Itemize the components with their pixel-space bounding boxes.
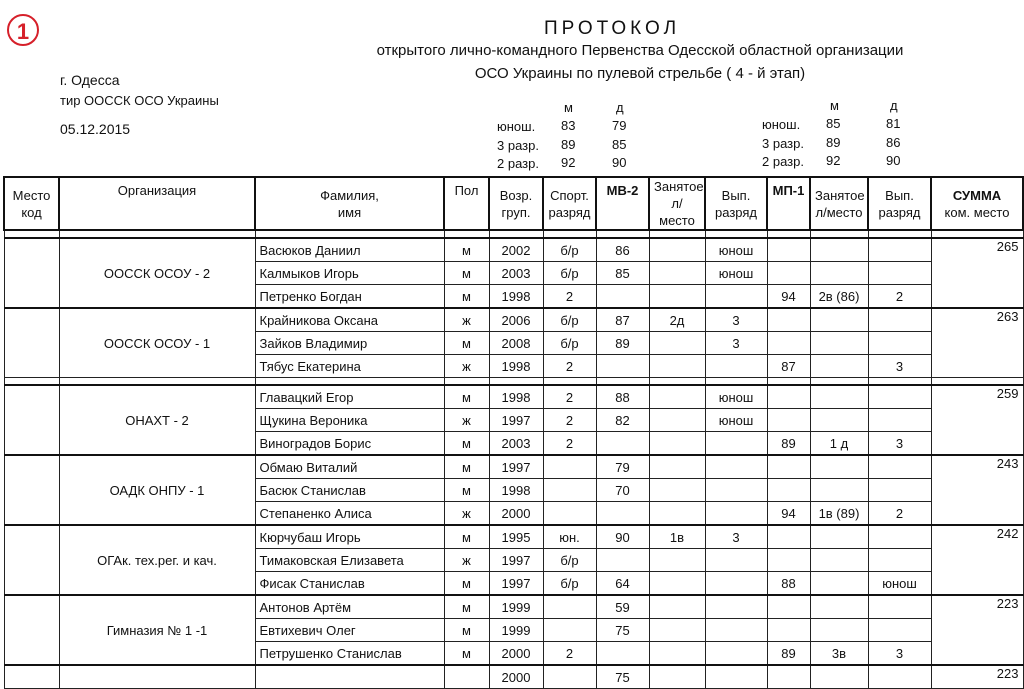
name-cell: Щукина Вероника	[255, 409, 444, 432]
mp1-place-cell	[810, 455, 868, 479]
results-body	[4, 230, 1023, 689]
sex-cell: м	[444, 595, 489, 619]
mv2-score-cell: 75	[596, 619, 649, 642]
mv2-score-cell	[596, 502, 649, 526]
sex-cell: м	[444, 525, 489, 549]
col-name: Фамилия, имя	[255, 177, 444, 230]
col-rank: Спорт. разряд	[543, 177, 596, 230]
sex-cell: м	[444, 479, 489, 502]
norm-value: 79	[612, 118, 627, 133]
col-done-mp1: Вып. разряд	[868, 177, 931, 230]
mv2-rank-cell: 3	[705, 332, 767, 355]
mv2-score-cell	[596, 285, 649, 309]
col-org: Организация	[59, 177, 255, 230]
team-org-cell: ОНАХТ - 2	[59, 385, 255, 455]
col-age: Возр. груп.	[489, 177, 543, 230]
col-done-mv2: Вып. разряд	[705, 177, 767, 230]
col-place-mv2: Занятое л/место	[649, 177, 705, 230]
sport-rank-cell	[543, 502, 596, 526]
team-sum-cell: 259	[931, 385, 1023, 455]
sex-cell: м	[444, 262, 489, 285]
mp1-score-cell	[767, 479, 810, 502]
place-cell	[4, 308, 59, 378]
spacer-cell	[868, 230, 931, 238]
mv2-score-cell: 75	[596, 665, 649, 689]
table-row	[4, 595, 1023, 619]
mp1-place-cell	[810, 262, 868, 285]
mv2-score-cell: 87	[596, 308, 649, 332]
mv2-score-cell: 79	[596, 455, 649, 479]
name-cell: Петренко Богдан	[255, 285, 444, 309]
norm-value: 86	[886, 135, 901, 150]
spacer-cell	[489, 230, 543, 238]
mp1-rank-cell	[868, 409, 931, 432]
sport-rank-cell	[543, 665, 596, 689]
age-group-cell: 2002	[489, 238, 543, 262]
mv2-place-cell	[649, 385, 705, 409]
mp1-score-cell	[767, 595, 810, 619]
mp1-place-cell	[810, 238, 868, 262]
mp1-rank-cell	[868, 549, 931, 572]
mv2-rank-cell	[705, 432, 767, 456]
mp1-score-cell	[767, 332, 810, 355]
mp1-score-cell	[767, 525, 810, 549]
spacer-cell	[543, 378, 596, 386]
norm-value: 90	[886, 153, 901, 168]
place-cell	[4, 385, 59, 455]
sex-cell: ж	[444, 355, 489, 378]
norm-label: 2 разр.	[497, 156, 539, 171]
age-group-cell: 1997	[489, 572, 543, 596]
age-group-cell: 2008	[489, 332, 543, 355]
sport-rank-cell: 2	[543, 355, 596, 378]
age-group-cell: 1999	[489, 595, 543, 619]
mp1-rank-cell	[868, 665, 931, 689]
team-org-cell: ООССК ОСОУ - 2	[59, 238, 255, 308]
spacer-cell	[59, 378, 255, 386]
name-cell: Степаненко Алиса	[255, 502, 444, 526]
norm-value: 81	[886, 116, 901, 131]
norm-value: 90	[612, 155, 627, 170]
place-cell	[4, 455, 59, 525]
mp1-score-cell	[767, 238, 810, 262]
sex-cell: м	[444, 332, 489, 355]
row-spacer	[4, 230, 1023, 238]
table-row	[4, 238, 1023, 262]
table-row	[4, 665, 1023, 689]
col-mv2: МВ-2	[596, 177, 649, 230]
mp1-rank-cell	[868, 332, 931, 355]
spacer-cell	[931, 230, 1023, 238]
place-cell	[4, 665, 59, 689]
norm-col-d: д	[890, 98, 898, 113]
mp1-score-cell: 87	[767, 355, 810, 378]
name-cell: Евтихевич Олег	[255, 619, 444, 642]
mp1-place-cell: 2в (86)	[810, 285, 868, 309]
sex-cell: ж	[444, 502, 489, 526]
spacer-cell	[444, 378, 489, 386]
team-org-cell	[59, 665, 255, 689]
name-cell	[255, 665, 444, 689]
protocol-subtitle-2: ОСО Украины по пулевой стрельбе ( 4 - й этап)	[474, 65, 806, 82]
age-group-cell: 1998	[489, 479, 543, 502]
mv2-rank-cell	[705, 479, 767, 502]
mv2-score-cell: 86	[596, 238, 649, 262]
mp1-place-cell	[810, 479, 868, 502]
name-cell: Тимаковская Елизавета	[255, 549, 444, 572]
norm-col-m: м	[564, 100, 573, 115]
spacer-cell	[255, 378, 444, 386]
place-cell	[4, 595, 59, 665]
norm-value: 85	[612, 137, 627, 152]
sport-rank-cell: б/р	[543, 262, 596, 285]
mv2-rank-cell	[705, 665, 767, 689]
mp1-score-cell: 89	[767, 642, 810, 666]
mv2-rank-cell	[705, 455, 767, 479]
sport-rank-cell: 2	[543, 385, 596, 409]
mp1-score-cell	[767, 262, 810, 285]
mv2-score-cell: 82	[596, 409, 649, 432]
norm-label: 2 разр.	[762, 154, 804, 169]
sport-rank-cell	[543, 479, 596, 502]
age-group-cell: 1999	[489, 619, 543, 642]
sport-rank-cell: б/р	[543, 238, 596, 262]
spacer-cell	[705, 230, 767, 238]
mv2-place-cell	[649, 332, 705, 355]
norm-col-d: д	[616, 100, 624, 115]
age-group-cell: 2000	[489, 642, 543, 666]
sport-rank-cell	[543, 455, 596, 479]
norm-value: 85	[826, 116, 841, 131]
spacer-cell	[767, 378, 810, 386]
mp1-rank-cell	[868, 308, 931, 332]
team-org-cell: Гимназия № 1 -1	[59, 595, 255, 665]
mv2-place-cell	[649, 642, 705, 666]
mv2-rank-cell	[705, 285, 767, 309]
table-row	[4, 525, 1023, 549]
mp1-score-cell	[767, 619, 810, 642]
name-cell: Обмаю Виталий	[255, 455, 444, 479]
mp1-rank-cell: юнош	[868, 572, 931, 596]
norm-value: 89	[561, 137, 576, 152]
mv2-score-cell: 90	[596, 525, 649, 549]
mp1-score-cell	[767, 308, 810, 332]
mp1-rank-cell	[868, 385, 931, 409]
sport-rank-cell	[543, 595, 596, 619]
name-cell: Зайков Владимир	[255, 332, 444, 355]
protocol-title: ПРОТОКОЛ	[543, 18, 681, 39]
spacer-cell	[4, 230, 59, 238]
mp1-rank-cell	[868, 455, 931, 479]
results-table	[3, 176, 1024, 689]
mv2-score-cell: 70	[596, 479, 649, 502]
mv2-place-cell	[649, 432, 705, 456]
mp1-rank-cell: 2	[868, 502, 931, 526]
col-place-mp1: Занятое л/место	[810, 177, 868, 230]
row-spacer	[4, 378, 1023, 386]
age-group-cell: 1995	[489, 525, 543, 549]
name-cell: Фисак Станислав	[255, 572, 444, 596]
mv2-place-cell	[649, 479, 705, 502]
spacer-cell	[489, 378, 543, 386]
age-group-cell: 1998	[489, 355, 543, 378]
table-row	[4, 308, 1023, 332]
mp1-rank-cell	[868, 238, 931, 262]
age-group-cell: 2000	[489, 665, 543, 689]
mv2-rank-cell	[705, 572, 767, 596]
spacer-cell	[705, 378, 767, 386]
age-group-cell: 1998	[489, 285, 543, 309]
col-sum: СУММА ком. место	[931, 177, 1023, 230]
norm-value: 92	[561, 155, 576, 170]
spacer-cell	[596, 230, 649, 238]
name-cell: Басюк Станислав	[255, 479, 444, 502]
sex-cell: ж	[444, 549, 489, 572]
spacer-cell	[596, 378, 649, 386]
mv2-place-cell	[649, 665, 705, 689]
mv2-rank-cell	[705, 502, 767, 526]
mp1-place-cell: 1 д	[810, 432, 868, 456]
mv2-score-cell: 88	[596, 385, 649, 409]
name-cell: Виноградов Борис	[255, 432, 444, 456]
mp1-place-cell	[810, 665, 868, 689]
norm-label: 3 разр.	[762, 136, 804, 151]
col-sex: Пол	[444, 177, 489, 230]
mp1-score-cell	[767, 549, 810, 572]
sport-rank-cell: юн.	[543, 525, 596, 549]
mp1-rank-cell	[868, 619, 931, 642]
mv2-place-cell	[649, 595, 705, 619]
name-cell: Антонов Артём	[255, 595, 444, 619]
mp1-rank-cell	[868, 262, 931, 285]
mv2-place-cell	[649, 619, 705, 642]
age-group-cell: 1997	[489, 455, 543, 479]
norm-value: 92	[826, 153, 841, 168]
sport-rank-cell: б/р	[543, 332, 596, 355]
sex-cell: ж	[444, 308, 489, 332]
name-cell: Кюрчубаш Игорь	[255, 525, 444, 549]
mp1-place-cell	[810, 619, 868, 642]
mv2-score-cell	[596, 355, 649, 378]
mv2-place-cell	[649, 409, 705, 432]
mv2-rank-cell: юнош	[705, 385, 767, 409]
team-sum-cell: 223	[931, 595, 1023, 665]
spacer-cell	[810, 230, 868, 238]
mv2-place-cell	[649, 238, 705, 262]
sex-cell: м	[444, 432, 489, 456]
name-cell: Васюков Даниил	[255, 238, 444, 262]
mv2-score-cell: 64	[596, 572, 649, 596]
mv2-rank-cell	[705, 355, 767, 378]
col-mp1: МП-1	[767, 177, 810, 230]
mp1-place-cell	[810, 355, 868, 378]
mp1-rank-cell	[868, 595, 931, 619]
sex-cell	[444, 665, 489, 689]
spacer-cell	[649, 378, 705, 386]
mp1-rank-cell: 3	[868, 642, 931, 666]
place-cell	[4, 238, 59, 308]
spacer-cell	[767, 230, 810, 238]
mv2-place-cell	[649, 262, 705, 285]
mv2-rank-cell: 3	[705, 525, 767, 549]
spacer-cell	[4, 378, 59, 386]
age-group-cell: 2006	[489, 308, 543, 332]
mp1-score-cell	[767, 665, 810, 689]
norm-label: юнош.	[762, 117, 801, 132]
sport-rank-cell: 2	[543, 432, 596, 456]
mp1-score-cell: 94	[767, 285, 810, 309]
spacer-cell	[810, 378, 868, 386]
mv2-rank-cell	[705, 595, 767, 619]
age-group-cell: 2003	[489, 262, 543, 285]
team-org-cell: ОАДК ОНПУ - 1	[59, 455, 255, 525]
mp1-score-cell	[767, 385, 810, 409]
norm-label: 3 разр.	[497, 138, 539, 153]
mv2-score-cell	[596, 549, 649, 572]
spacer-cell	[649, 230, 705, 238]
team-sum-cell: 263	[931, 308, 1023, 378]
sex-cell: м	[444, 572, 489, 596]
sex-cell: м	[444, 238, 489, 262]
venue-label: тир ООССК ОСО Украины	[60, 93, 219, 108]
name-cell: Тябус Екатерина	[255, 355, 444, 378]
mp1-place-cell	[810, 308, 868, 332]
mp1-place-cell	[810, 385, 868, 409]
table-row	[4, 455, 1023, 479]
team-sum-cell: 223	[931, 665, 1023, 689]
mp1-rank-cell	[868, 479, 931, 502]
spacer-cell	[868, 378, 931, 386]
name-cell: Петрушенко Станислав	[255, 642, 444, 666]
mp1-place-cell	[810, 572, 868, 596]
age-group-cell: 2003	[489, 432, 543, 456]
sport-rank-cell: б/р	[543, 572, 596, 596]
mp1-place-cell	[810, 332, 868, 355]
mp1-score-cell: 89	[767, 432, 810, 456]
mv2-rank-cell	[705, 619, 767, 642]
norm-value: 83	[561, 118, 576, 133]
mv2-score-cell: 85	[596, 262, 649, 285]
age-group-cell: 1998	[489, 385, 543, 409]
spacer-cell	[543, 230, 596, 238]
norm-col-m: м	[830, 98, 839, 113]
place-cell	[4, 525, 59, 595]
mv2-place-cell: 2д	[649, 308, 705, 332]
table-row	[4, 385, 1023, 409]
name-cell: Калмыков Игорь	[255, 262, 444, 285]
mv2-place-cell	[649, 549, 705, 572]
mv2-rank-cell: юнош	[705, 262, 767, 285]
norm-label: юнош.	[497, 119, 536, 134]
sport-rank-cell: 2	[543, 642, 596, 666]
mv2-score-cell: 89	[596, 332, 649, 355]
mp1-score-cell: 94	[767, 502, 810, 526]
mv2-place-cell	[649, 502, 705, 526]
mp1-score-cell	[767, 409, 810, 432]
mv2-place-cell	[649, 455, 705, 479]
sport-rank-cell: б/р	[543, 308, 596, 332]
sex-cell: м	[444, 642, 489, 666]
age-group-cell: 2000	[489, 502, 543, 526]
mp1-rank-cell	[868, 525, 931, 549]
name-cell: Главацкий Егор	[255, 385, 444, 409]
team-sum-cell: 265	[931, 238, 1023, 308]
mv2-rank-cell: юнош	[705, 409, 767, 432]
sport-rank-cell	[543, 619, 596, 642]
mv2-score-cell	[596, 642, 649, 666]
protocol-subtitle-1: открытого лично-командного Первенства Одесской областной организации	[376, 42, 904, 59]
spacer-cell	[444, 230, 489, 238]
sport-rank-cell: б/р	[543, 549, 596, 572]
mp1-place-cell	[810, 595, 868, 619]
team-sum-cell: 242	[931, 525, 1023, 595]
mv2-rank-cell: 3	[705, 308, 767, 332]
mp1-rank-cell: 3	[868, 432, 931, 456]
mp1-score-cell	[767, 455, 810, 479]
mp1-place-cell: 3в	[810, 642, 868, 666]
sport-rank-cell: 2	[543, 409, 596, 432]
table-header-row	[4, 177, 1023, 230]
mv2-place-cell	[649, 572, 705, 596]
spacer-cell	[255, 230, 444, 238]
age-group-cell: 1997	[489, 409, 543, 432]
col-place: Место код	[4, 177, 59, 230]
sex-cell: м	[444, 455, 489, 479]
date-label: 05.12.2015	[60, 121, 131, 137]
page-number-badge: 1	[7, 14, 39, 46]
age-group-cell: 1997	[489, 549, 543, 572]
team-org-cell: ОГАк. тех.рег. и кач.	[59, 525, 255, 595]
mp1-place-cell	[810, 409, 868, 432]
mv2-place-cell: 1в	[649, 525, 705, 549]
mp1-place-cell	[810, 525, 868, 549]
spacer-cell	[931, 378, 1023, 386]
name-cell: Крайникова Оксана	[255, 308, 444, 332]
mv2-rank-cell: юнош	[705, 238, 767, 262]
mp1-score-cell: 88	[767, 572, 810, 596]
mv2-score-cell	[596, 432, 649, 456]
mv2-place-cell	[649, 285, 705, 309]
mv2-place-cell	[649, 355, 705, 378]
sex-cell: м	[444, 619, 489, 642]
sex-cell: ж	[444, 409, 489, 432]
mp1-place-cell: 1в (89)	[810, 502, 868, 526]
mp1-place-cell	[810, 549, 868, 572]
mp1-rank-cell: 3	[868, 355, 931, 378]
city-label: г. Одесса	[60, 72, 120, 88]
team-sum-cell: 243	[931, 455, 1023, 525]
sex-cell: м	[444, 285, 489, 309]
spacer-cell	[59, 230, 255, 238]
team-org-cell: ООССК ОСОУ - 1	[59, 308, 255, 378]
sex-cell: м	[444, 385, 489, 409]
mp1-rank-cell: 2	[868, 285, 931, 309]
mv2-score-cell: 59	[596, 595, 649, 619]
mv2-rank-cell	[705, 549, 767, 572]
mv2-rank-cell	[705, 642, 767, 666]
norm-value: 89	[826, 135, 841, 150]
sport-rank-cell: 2	[543, 285, 596, 309]
